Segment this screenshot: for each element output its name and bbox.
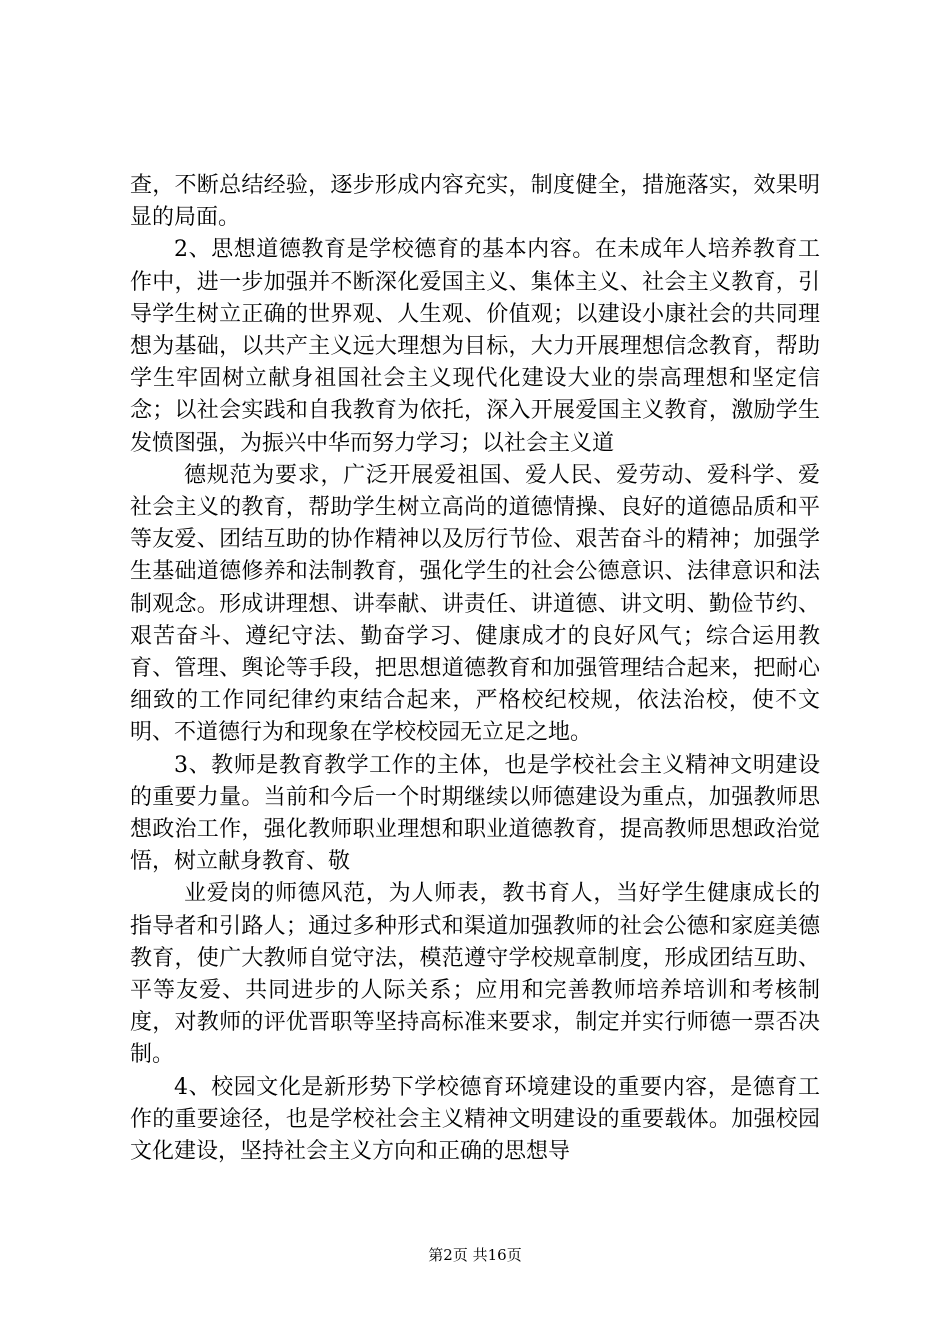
- paragraph-teachers: 3、教师是教育教学工作的主体，也是学校社会主义精神文明建设的重要力量。当前和今后一个时期继续以师德建设为重点，加强教师思想政治工作，强化教师职业理想和职业道德教育，提高教师思想政治觉悟，树立献身教育、敬: [130, 752, 820, 875]
- paragraph-campus-culture: 4、校园文化是新形势下学校德育环境建设的重要内容，是德育工作的重要途径，也是学校社会主义精神文明建设的重要载体。加强校园文化建设，坚持社会主义方向和正确的思想导: [130, 1074, 820, 1165]
- document-body: [130, 170, 820, 1168]
- paragraph-continuation: 查，不断总结经验，逐步形成内容充实，制度健全，措施落实，效果明显的局面。: [130, 173, 820, 231]
- paragraph-teacher-ethics: 业爱岗的师德风范，为人师表，教书育人，当好学生健康成长的指导者和引路人；通过多种形式和渠道加强教师的社会公德和家庭美德教育，使广大教师自觉守法，模范遵守学校规章制度，形成团结互助、平等友爱、共同进步的人际关系；应用和完善教师培养培训和考核制度，对教师的评优晋职等坚持高标准来要求，制定并实行师德一票否决制。: [130, 881, 820, 1068]
- paragraph-moral-norms: 德规范为要求，广泛开展爱祖国、爱人民、爱劳动、爱科学、爱社会主义的教育，帮助学生树立高尚的道德情操、良好的道德品质和平等友爱、团结互助的协作精神以及厉行节俭、艰苦奋斗的精神；加强学生基础道德修养和法制教育，强化学生的社会公德意识、法律意识和法制观念。形成讲理想、讲奉献、讲责任、讲道德、讲文明、勤俭节约、艰苦奋斗、遵纪守法、勤奋学习、健康成才的良好风气；综合运用教育、管理、舆论等手段，把思想道德教育和加强管理结合起来，把耐心细致的工作同纪律约束结合起来，严格校纪校规，依法治校，使不文明、不道德行为和现象在学校校园无立足之地。: [130, 462, 820, 746]
- paragraph-moral-education: 2、思想道德教育是学校德育的基本内容。在未成年人培养教育工作中，进一步加强并不断深化爱国主义、集体主义、社会主义教育，引导学生树立正确的世界观、人生观、价值观；以建设小康社会的共同理想为基础，以共产主义远大理想为目标，大力开展理想信念教育，帮助学生牢固树立献身祖国社会主义现代化建设大业的崇高理想和坚定信念；以社会实践和自我教育为依托，深入开展爱国主义教育，激励学生发愤图强，为振兴中华而努力学习；以社会主义道: [130, 237, 820, 456]
- page-number-footer: 第2页 共16页: [428, 1246, 522, 1264]
